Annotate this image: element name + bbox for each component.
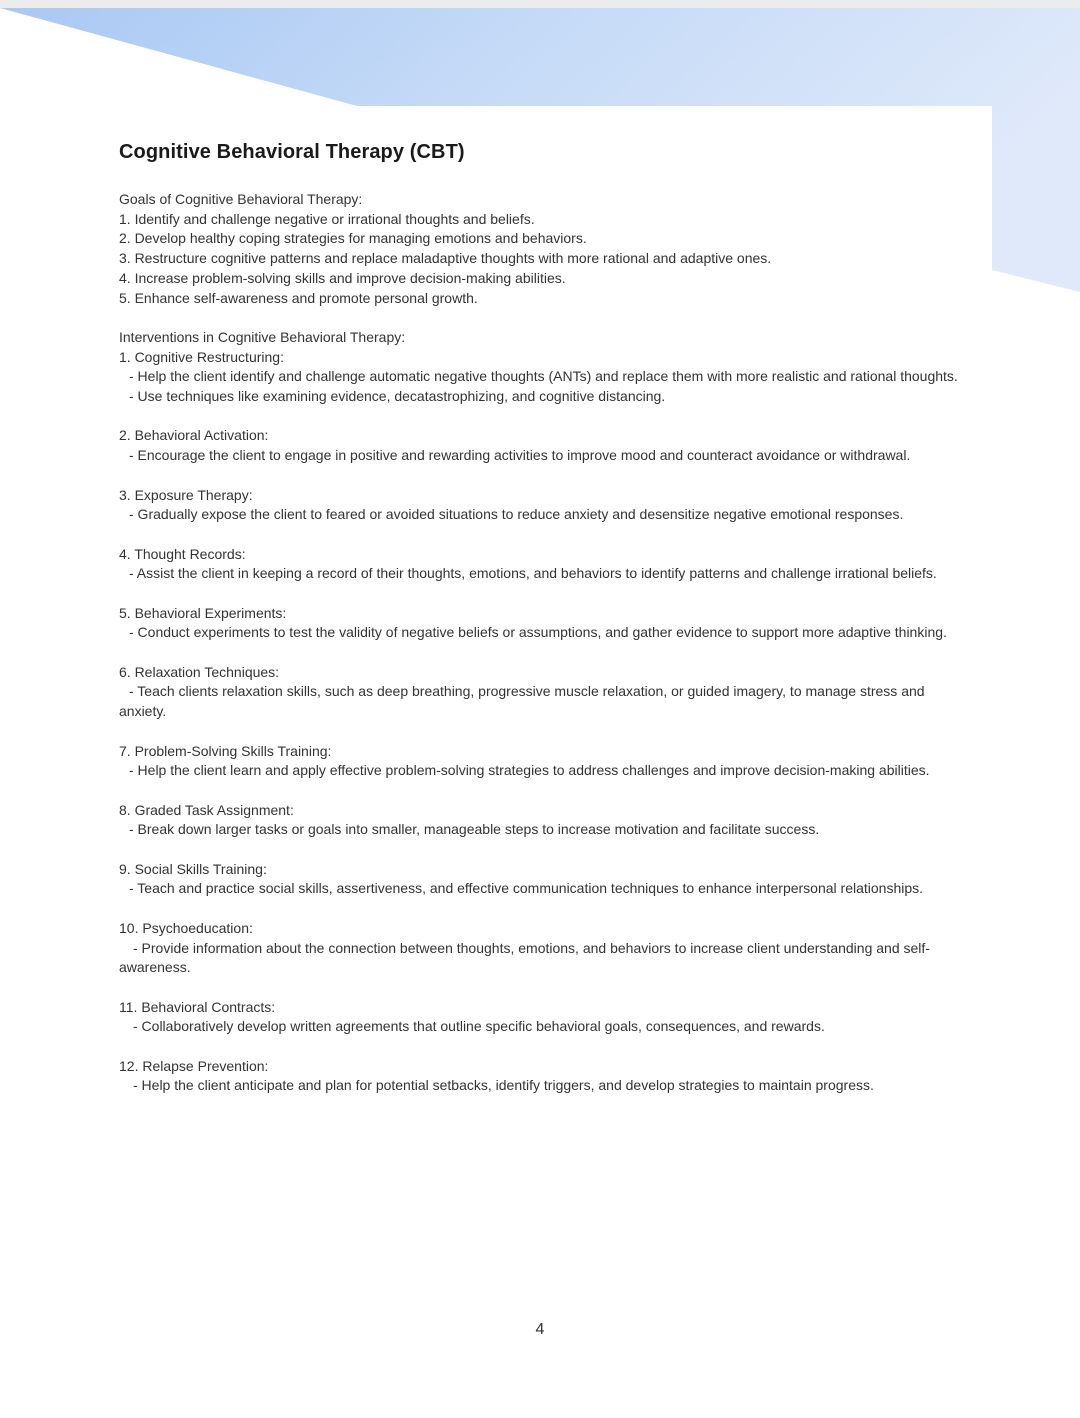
intervention-title: 12. Relapse Prevention: (119, 1057, 269, 1074)
goal-item: 4. Increase problem-solving skills and improve decision-making abilities. (119, 269, 566, 286)
intervention-item (119, 486, 964, 525)
intervention-detail: - Teach and practice social skills, assertiveness, and effective communication techniques to enhance interpersonal relationships. (129, 880, 924, 897)
intervention-item (119, 545, 964, 584)
document-body (119, 190, 964, 1116)
intervention-detail: - Help the client learn and apply effective problem-solving strategies to address challenges and improve decision-making abilities. (129, 762, 930, 779)
intervention-item (119, 663, 964, 722)
document-title: Cognitive Behavioral Therapy (CBT) (119, 141, 465, 163)
intervention-detail: - Use techniques like examining evidence, decatastrophizing, and cognitive distancing. (129, 388, 666, 405)
intervention-item (119, 860, 964, 899)
goal-item: 2. Develop healthy coping strategies for managing emotions and behaviors. (119, 230, 587, 247)
goal-item: 1. Identify and challenge negative or irrational thoughts and beliefs. (119, 210, 535, 227)
intervention-title: 6. Relaxation Techniques: (119, 663, 280, 680)
intervention-title: 2. Behavioral Activation: (119, 427, 269, 444)
intervention-title: 4. Thought Records: (119, 545, 246, 562)
intervention-detail: - Encourage the client to engage in positive and rewarding activities to improve mood and counteract avoidance or withdrawal. (129, 447, 911, 464)
intervention-item (119, 348, 964, 407)
intervention-detail: - Help the client anticipate and plan for potential setbacks, identify triggers, and develop strategies to maintain progress. (133, 1077, 874, 1094)
intervention-detail: - Provide information about the connection between thoughts, emotions, and behaviors to increase client understanding and self-awareness. (119, 939, 930, 976)
goal-item: 3. Restructure cognitive patterns and replace maladaptive thoughts with more rational and adaptive ones. (119, 250, 772, 267)
interventions-section (119, 328, 964, 1096)
intervention-detail: - Teach clients relaxation skills, such as deep breathing, progressive muscle relaxation, or guided imagery, to manage stress and anxiety. (119, 683, 925, 720)
intervention-title: 10. Psychoeducation: (119, 919, 253, 936)
goal-item: 5. Enhance self-awareness and promote personal growth. (119, 289, 478, 306)
intervention-title: 9. Social Skills Training: (119, 860, 267, 877)
intervention-detail: - Assist the client in keeping a record of their thoughts, emotions, and behaviors to identify patterns and challenge irrational beliefs. (129, 565, 937, 582)
intervention-title: 5. Behavioral Experiments: (119, 604, 287, 621)
intervention-detail: - Conduct experiments to test the validity of negative beliefs or assumptions, and gather evidence to support more adaptive thinking. (129, 624, 947, 641)
intervention-detail: - Collaboratively develop written agreements that outline specific behavioral goals, consequences, and rewards. (133, 1018, 825, 1035)
intervention-item (119, 919, 964, 978)
intervention-detail: - Help the client identify and challenge automatic negative thoughts (ANTs) and replace them with more realistic and rational thoughts. (129, 368, 958, 385)
intervention-title: 11. Behavioral Contracts: (119, 998, 276, 1015)
intervention-item (119, 801, 964, 840)
interventions-heading: Interventions in Cognitive Behavioral Therapy: (119, 328, 406, 345)
goals-heading: Goals of Cognitive Behavioral Therapy: (119, 191, 363, 207)
intervention-item (119, 742, 964, 781)
intervention-detail: - Gradually expose the client to feared or avoided situations to reduce anxiety and desensitize negative emotional responses. (129, 506, 904, 523)
intervention-item (119, 1057, 964, 1096)
intervention-item (119, 426, 964, 465)
page-number: 4 (535, 1321, 545, 1338)
intervention-item (119, 998, 964, 1037)
intervention-item (119, 604, 964, 643)
intervention-detail: - Break down larger tasks or goals into smaller, manageable steps to increase motivation and facilitate success. (129, 821, 820, 838)
intervention-title: 7. Problem-Solving Skills Training: (119, 742, 332, 759)
intervention-title: 8. Graded Task Assignment: (119, 801, 294, 818)
intervention-title: 1. Cognitive Restructuring: (119, 348, 284, 365)
intervention-title: 3. Exposure Therapy: (119, 486, 253, 503)
goals-section (119, 190, 964, 308)
